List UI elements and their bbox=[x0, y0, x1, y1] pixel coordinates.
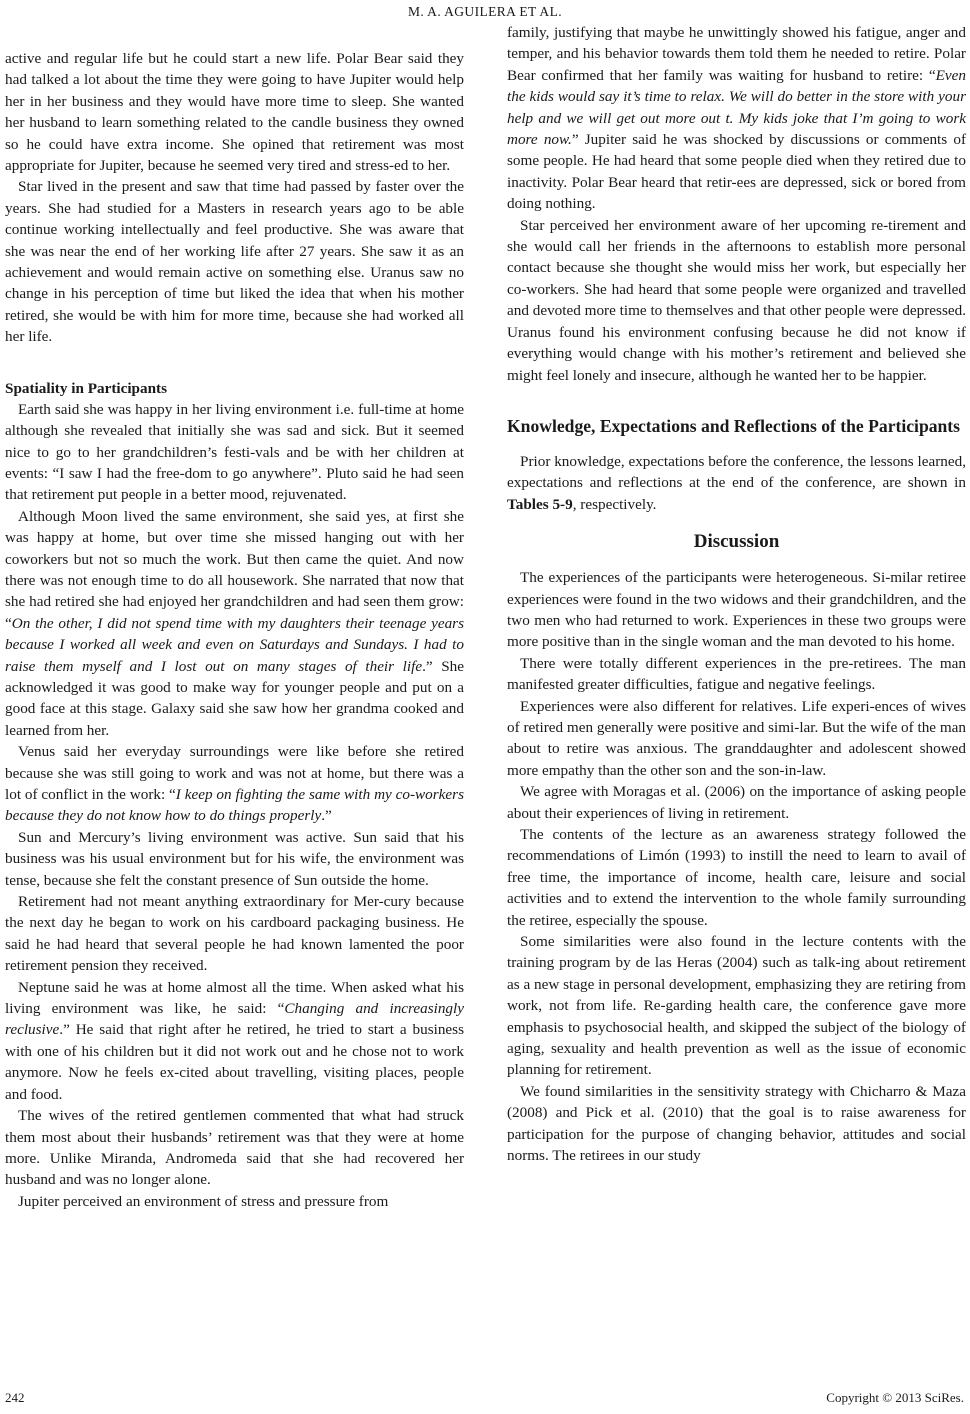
paragraph: Retirement had not meant anything extraordinary for Mer-cury because the next day he began to work on his cardboard packaging business. He said he had heard that several people he had known lamented the poor retirement pension they received. bbox=[5, 893, 464, 975]
quote: Even the kids would say it’s time to relax. We will do better in the store with your help and we will get out more out t. My kids joke that I’m going to work more now. bbox=[507, 66, 966, 149]
paragraph: The contents of the lecture as an awareness strategy followed the recommendations of Limón (1993) to instill the need to learn to avail of free time, the importance of income, health care, leisure and social activities and to extend the intervention to the whole family surrounding the retiree, especially the spouse. bbox=[507, 826, 966, 929]
paragraph: Earth said she was happy in her living environment i.e. full-time at home although she revealed that initially she was sad and sick. But it seemed nice to go to her grandchildren’s festi-vals and be with her children at events: “I saw I had the free-dom to go anywhere”. Pluto said he had seen that retirement put people in a better mood, rejuvenated. bbox=[5, 400, 464, 504]
copyright-notice: Copyright © 2013 SciRes. bbox=[826, 1390, 964, 1405]
paragraph: We agree with Moragas et al. (2006) on the importance of asking people about their experiences of living in retirement. bbox=[507, 783, 966, 822]
paragraph: Star lived in the present and saw that time had passed by faster over the years. She had studied for a Masters in research years ago to be able continue working intellectually and feel productive. She was aware that she was near the end of her working life after 27 years. She saw it as an achievement and would remain active on something else. Uranus saw no change in his perception of time but liked the idea that when his mother retired, she would be with him for more time, because she had worked all her life. bbox=[5, 178, 464, 346]
paragraph: family, justifying that maybe he unwittingly showed his fatigue, anger and temper, and his behavior towards them told them he needed to retire. Polar Bear confirmed that her family was waiting for husband to retire: “Even the kids would say it’s time to relax. We will do better in the store with your help and we will get out more out t. My kids joke that I’m going to work more now.” Jupiter said he was shocked by discussions or comments of some people. He had heard that some people died when they retired due to inactivity. Polar Bear heard that retir-ees are depressed, sick or bored from doing nothing. bbox=[507, 24, 967, 213]
paragraph: Some similarities were also found in the lecture contents with the training program by de las Heras (2004) such as talk-ing about retirement as a new stage in personal development, emphasizing they are retiring from work, not from life. Re-garding health care, the conference gave more emphasis to psychosocial health, and skipped the subject of the biology of aging, sexuality and health prevention as well as the issue of economic planning for retirement. bbox=[507, 933, 966, 1079]
right-column bbox=[507, 22, 966, 1167]
section-heading-discussion: Discussion bbox=[693, 531, 780, 553]
paragraph: Jupiter perceived an environment of stress and pressure from bbox=[18, 1192, 389, 1210]
paragraph: The wives of the retired gentlemen commented that what had struck them most about their husbands’ retirement was that they were at home more. Unlike Miranda, Andromeda said that she had recovered her husband and was no longer alone. bbox=[5, 1107, 464, 1189]
running-head: M. A. AGUILERA ET AL. bbox=[407, 4, 563, 19]
paragraph: active and regular life but he could start a new life. Polar Bear said they had talked a lot about the time they were going to have Jupiter would help her in her business and they would have more time to sleep. She wanted her husband to learn something related to the candle business they owned so he could have extra income. She opined that retirement was most appropriate for Jupiter, because he seemed very tired and stress-ed to her. bbox=[5, 50, 464, 175]
page-number: 242 bbox=[5, 1390, 25, 1405]
paragraph: Neptune said he was at home almost all the time. When asked what his living environment was like, he said: “Changing and increasingly reclusive.” He said that right after he retired, he tried to start a business with one of his children but it did not work out and he chose not to work anymore. Now he feels ex-cited about travelling, visiting places, people and food. bbox=[5, 978, 464, 1103]
quote: Changing and increasingly reclusive bbox=[5, 1000, 464, 1039]
paragraph: Experiences were also different for relatives. Life experi-ences of wives of retired men generally were positive and simi-lar. But the wife of the man about to retire was anxious. The granddaughter and adolescent showed more empathy than the other son and the son-in-law. bbox=[507, 697, 966, 779]
quote: I keep on fighting the same with my co-workers because they do not know how to do things properly bbox=[5, 786, 464, 825]
paragraph: Star perceived her environment aware of her upcoming re-tirement and she would call her friends in the afternoons to establish more personal contact because she thought she would miss her work, but especially her co-workers. She had heard that some people were organized and travelled and devoted more time to themselves and that other people were depressed. Uranus found his environment confusing because he did not know if everything would change with his mother’s retirement and believed she might feel lonely and insecure, although he wanted her to be happier. bbox=[507, 216, 966, 384]
paragraph: Venus said her everyday surroundings were like before she retired because she was still going to work and was not at home, but there was a lot of conflict in the work: “I keep on fighting the same with my co-workers because they do not know how to do things properly.” bbox=[5, 743, 464, 825]
section-heading-knowledge: Knowledge, Expectations and Reflections of the Participants bbox=[507, 415, 961, 436]
paragraph: We found similarities in the sensitivity strategy with Chicharro & Maza (2008) and Pick et al. (2010) that the goal is to raise awareness for participation for the purpose of changing behavior, attitudes and social norms. The retirees in our study bbox=[507, 1082, 966, 1165]
subsection-heading-spatiality: Spatiality in Participants bbox=[5, 379, 168, 397]
paragraph: Although Moon lived the same environment, she said yes, at first she was happy at home, but over time she missed hanging out with her coworkers but not so much the work. But then came the quiet. And now there was not enough time to do all housework. She narrated that now that she had retired she had enjoyed her grandchildren and had seen them grow: “On the other, I did not spend time with my daughters their teenage years because I worked all week and even on Saturdays and Sundays. I had to raise them myself and I lost out on many stages of their life.” She acknowledged it was good to make way for younger people and put on a good face at this stage. Galaxy said she saw how her grandma cooked and learned from her. bbox=[5, 507, 464, 739]
paragraph: There were totally different experiences in the pre-retirees. The man manifested greater difficulties, fatigue and negative feelings. bbox=[507, 654, 966, 694]
left-column bbox=[5, 48, 464, 1212]
paragraph: Sun and Mercury’s living environment was active. Sun said that his business was his usual environment but for his wife, the environment was tense, because she felt the constant presence of Sun outside the home. bbox=[5, 828, 464, 889]
table-reference: Tables 5-9 bbox=[507, 495, 573, 513]
paragraph: The experiences of the participants were heterogeneous. Si-milar retiree experiences were found in the two widows and their grandchildren, and the two men who had returned to work. Experiences in these two groups were more positive than in the single woman and the man devoted to his home. bbox=[507, 569, 966, 651]
quote: On the other, I did not spend time with my daughters their teenage years because I worked all week and even on Saturdays and Sundays. I had to raise them myself and I lost out on many stages of their life bbox=[5, 614, 464, 675]
paragraph: Prior knowledge, expectations before the conference, the lessons learned, expectations and reflections at the end of the conference, are shown in Tables 5-9, respectively. bbox=[507, 452, 966, 513]
